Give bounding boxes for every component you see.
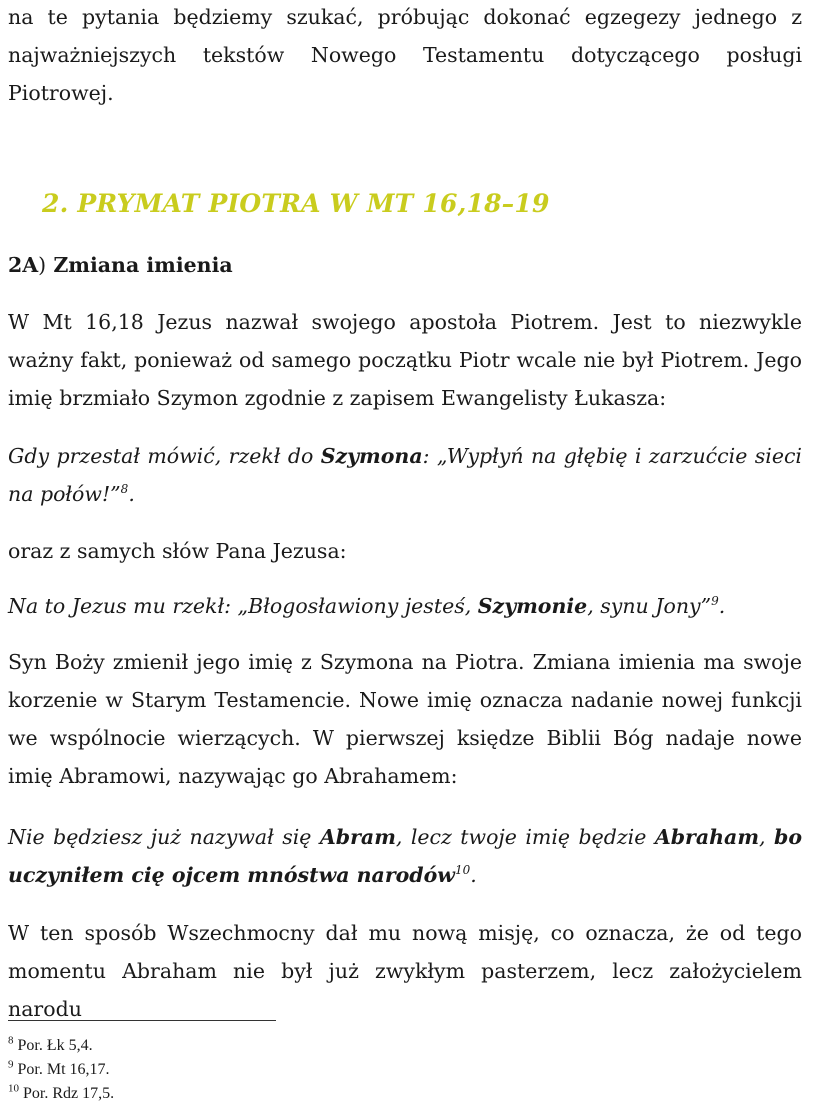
paragraph-old-testament: Syn Boży zmienił jego imię z Szymona na Piotra. Zmiana imienia ma swoje korzenie w Starym Testamencie. Nowe imię oznacza nadanie nowej funkcji we wspólnocie wierzących. W pierwszej księdze Biblii Bóg nadaje nowe imię Abramowi, nazywając go Abrahamem: [8,650,802,788]
footnote-text: Por. Mt 16,17. [17,1061,110,1078]
quote-genesis: Nie będziesz już nazywał się Abram, lecz twoje imię będzie Abraham, bo uczyniłem cię ojcem mnóstwa narodów$^{10}$. [8,825,803,887]
footnote-ref[interactable]: 9 [711,594,719,609]
footnote-number: 10 [8,1082,19,1095]
footnote-text: Por. Rdz 17,5. [23,1085,115,1102]
section-heading: 2. PRYMAT PIOTRA W MT 16,18–19 [42,189,550,218]
paragraph-new-mission: W ten sposób Wszechmocny dał mu nową misję, co oznacza, że od tego momentu Abraham nie był już zwykłym pasterzem, lecz założycielem narodu [8,921,802,1021]
quote-matthew: Na to Jezus mu rzekł: „Błogosławiony jesteś, Szymonie, synu Jony”$^9$. [8,594,726,618]
quote-luke: Gdy przestał mówić, rzekł do Szymona: „Wypłyń na głębię i zarzućcie sieci na połów!”$^8$. [8,444,802,506]
subsection-paren: ) [38,253,47,277]
footnote [8,1084,114,1104]
footnote-number: 8 [8,1034,14,1047]
quote-emphasis: Abraham [654,825,760,849]
subsection-heading [8,249,233,281]
footnote-text: Por. Łk 5,4. [17,1037,93,1054]
footnote-ref[interactable]: 8 [120,482,129,497]
quote-emphasis: bo uczyniłem cię ojcem mnóstwa narodów [8,825,803,887]
subsection-title: Zmiana imienia [53,253,233,277]
footnote-ref[interactable]: 10 [454,863,471,878]
quote-emphasis: Abram [319,825,396,849]
subsection-number: 2A [8,253,39,277]
paragraph-lord-words: oraz z samych słów Pana Jezusa: [8,539,347,563]
footnote [8,1036,93,1056]
paragraph-intro: na te pytania będziemy szukać, próbując dokonać egzegezy jednego z najważniejszych tekstów Nowego Testamentu dotyczącego posługi Piotrowej. [8,5,802,105]
footnote-number: 9 [8,1058,14,1071]
footnote [8,1060,110,1080]
quote-emphasis: Szymona [320,444,423,468]
footnote-divider [8,1020,276,1021]
paragraph-name-change: W Mt 16,18 Jezus nazwał swojego apostoła Piotrem. Jest to niezwykle ważny fakt, ponieważ od samego początku Piotr wcale nie był Piotrem. Jego imię brzmiało Szymon zgodnie z zapisem Ewangelisty Łukasza: [8,310,802,410]
quote-emphasis: Szymonie [477,594,588,618]
